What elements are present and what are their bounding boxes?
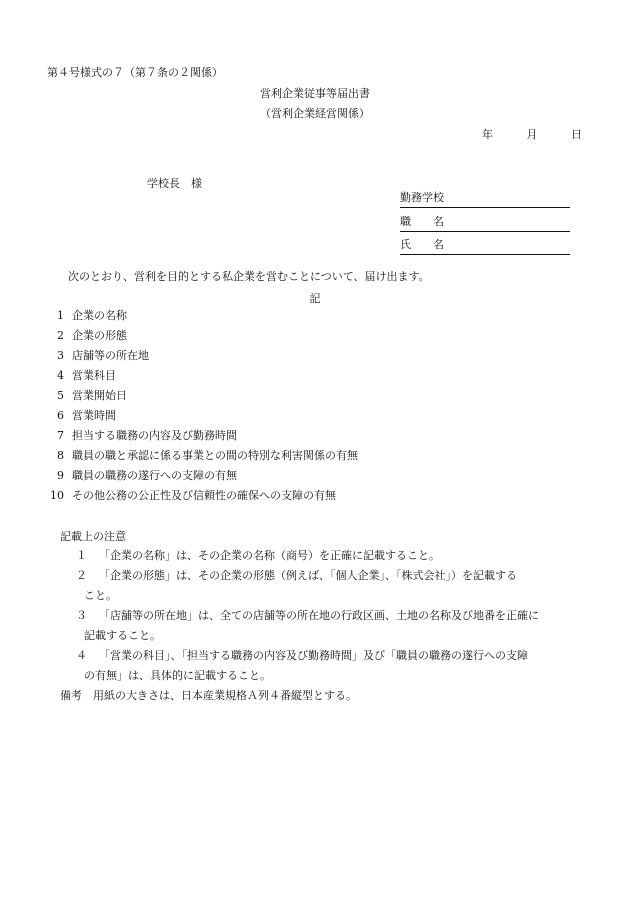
note-text: 「営業の科目」、「担当する職務の内容及び勤務時間」及び「職員の職務の遂行への支障	[99, 649, 528, 662]
note-4-continuation: の有無」は、具体的に記載すること。	[84, 669, 271, 682]
note-text: 「企業の形態」は、その企業の形態（例えば、「個人企業」、「株式会社」）を記載する	[99, 569, 517, 582]
addressee: 学校長 様	[147, 177, 202, 190]
form-number: 第４号様式の７（第７条の２関係）	[47, 66, 223, 79]
list-item	[40, 369, 116, 389]
list-item	[40, 329, 127, 349]
note-4	[76, 649, 528, 662]
item-number: 9	[57, 469, 64, 482]
list-item	[40, 389, 127, 409]
item-number: 3	[57, 349, 64, 362]
remark: 備考 用紙の大きさは、日本産業規格Ａ列４番縦型とする。	[60, 689, 357, 702]
list-item	[40, 469, 237, 489]
list-item	[40, 409, 116, 429]
note-3-continuation: 記載すること。	[84, 629, 161, 642]
note-number: １	[76, 549, 87, 562]
item-text: 企業の名称	[72, 309, 127, 322]
date-year-label: 年	[482, 128, 493, 141]
item-number: 4	[57, 369, 64, 382]
list-item	[40, 309, 127, 329]
position-field[interactable]	[400, 215, 570, 232]
item-text: 職員の職と承認に係る事業との間の特別な利害関係の有無	[72, 449, 358, 462]
item-number: 6	[57, 409, 64, 422]
ki-heading: 記	[309, 292, 321, 305]
item-text: その他公務の公正性及び信頼性の確保への支障の有無	[72, 489, 336, 502]
item-number: 5	[57, 389, 64, 402]
item-text: 営業科目	[72, 369, 116, 382]
item-number: 7	[57, 429, 64, 442]
item-text: 営業時間	[72, 409, 116, 422]
item-number: 2	[57, 329, 64, 342]
document-title: 営利企業従事等届出書	[260, 87, 370, 100]
note-text: 「企業の名称」は、その企業の名称（商号）を正確に記載すること。	[99, 549, 440, 562]
list-item	[40, 449, 358, 469]
item-text: 営業開始日	[72, 389, 127, 402]
item-number: 1	[57, 309, 64, 322]
note-text: 「店舗等の所在地」は、全ての店舗等の所在地の行政区画、土地の名称及び地番を正確に	[99, 609, 539, 622]
item-number: 8	[57, 449, 64, 462]
note-number: ２	[76, 569, 87, 582]
item-list	[40, 309, 358, 509]
note-1	[76, 549, 440, 562]
intro-text: 次のとおり、営利を目的とする私企業を営むことについて、届け出ます。	[68, 270, 430, 283]
item-text: 店舗等の所在地	[72, 349, 149, 362]
list-item	[40, 429, 237, 449]
list-item	[40, 349, 149, 369]
note-2	[76, 569, 517, 582]
name-field[interactable]	[400, 238, 570, 255]
name-label: 氏 名	[400, 238, 444, 251]
note-3	[76, 609, 539, 622]
item-number: 10	[50, 489, 64, 502]
date-line	[452, 128, 582, 141]
document-subtitle: （営利企業経営関係）	[260, 107, 370, 120]
notes-heading: 記載上の注意	[60, 530, 126, 543]
school-label: 勤務学校	[400, 191, 444, 204]
position-label: 職 名	[400, 215, 444, 228]
item-text: 担当する職務の内容及び勤務時間	[72, 429, 237, 442]
school-field[interactable]	[400, 191, 570, 208]
item-text: 職員の職務の遂行への支障の有無	[72, 469, 237, 482]
note-number: ４	[76, 649, 87, 662]
note-number: ３	[76, 609, 87, 622]
list-item	[40, 489, 336, 509]
date-day-label: 日	[571, 128, 582, 141]
item-text: 企業の形態	[72, 329, 127, 342]
date-month-label: 月	[526, 128, 538, 141]
note-2-continuation: こと。	[84, 589, 117, 602]
